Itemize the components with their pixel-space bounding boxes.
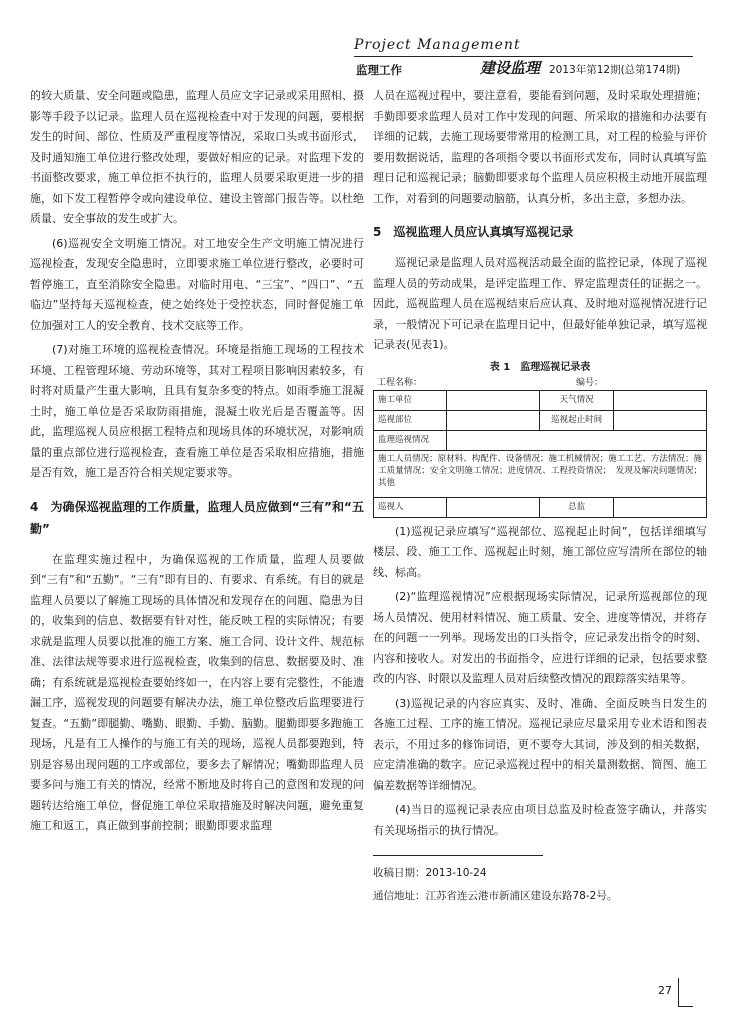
- table-cell: [613, 390, 706, 410]
- table-cell: [447, 410, 540, 430]
- footnote-divider: [373, 855, 543, 856]
- paragraph: 人员在巡视过程中，要注意看，要能看到问题，及时采取处理措施；手勤即要求监理人员对工作中发现的问题、所采取的措施和办法要有详细的记载，去施工现场要带常用的检测工具，对工程的检验与评价要用数据说话，监理的各项指令要以书面形式发布，同时认真填写监理日记和巡视记录；脑勤即要求每个监理人员应积极主动地开展监理工作，对看到的问题要动脑筋，认真分析，多出主意，多想办法。: [373, 89, 707, 205]
- mailing-address: 通信地址：江苏省连云港市新浦区建设东路78-2号。: [373, 890, 618, 902]
- right-column: [373, 86, 707, 910]
- table-cell: 巡视部位: [374, 410, 447, 430]
- section-heading-5: 5 巡视监理人员应认真填写巡视记录: [373, 225, 574, 239]
- table-row: [374, 497, 707, 517]
- left-column: [30, 86, 364, 841]
- paragraph: (3)巡视记录的内容应真实、及时、准确、全面反映当日发生的各施工过程、工序的施工情况。巡视记录应尽量采用专业术语和图表表示，不用过多的修饰词语，更不要夸大其词，涉及到的相关数据，应定清准确的数字。应记录巡视过程中的相关量测数据、简图、施工偏差数据等详细情况。: [373, 696, 707, 792]
- table-caption: 表 1 监理巡视记录表: [489, 361, 591, 373]
- table-cell: [613, 410, 706, 430]
- paragraph: 巡视记录是监理人员对巡视活动最全面的监控记录，体现了巡视监理人员的劳动成果，是评定监理工作、界定监理责任的证据之一。因此，巡视监理人员在巡视结束后应认真、及时地对巡视情况进行记录，一般情况下可记录在监理日记中，但最好能单独记录，填写巡视记录表(见表1)。: [373, 256, 707, 351]
- table-row: [374, 390, 707, 410]
- page-number: 27: [658, 984, 672, 997]
- table-row: [374, 410, 707, 430]
- header-issue-info: 2013年第12期(总第174期): [549, 64, 681, 76]
- number-label: 编号：: [575, 377, 603, 388]
- header-section-label: 监理工作: [356, 63, 402, 77]
- table-cell: 天气情况: [540, 390, 613, 410]
- section-heading-4: 4 为确保巡视监理的工作质量，监理人员应做到“三有”和“五勤”: [30, 499, 364, 536]
- paragraph: (7)对施工环境的巡视检查情况。环境是指施工现场的工程技术环境、工程管理环境、劳动环境等，其对工程项目影响因素较多，有时将对质量产生重大影响，且具有复杂多变的特点。如雨季施工混凝土时，施工单位是否采取防雨措施，混凝土收光后是否覆盖等。因此，监理巡视人员应根据工程特点和现场具体的环境状况，对影响质量的重点部位进行巡视检查，查看施工单位是否采取相应措施，措施是否有效，施工是否符合相关规定要求等。: [30, 343, 364, 479]
- table-cell: [613, 497, 706, 517]
- patrol-record-table-block: [373, 360, 707, 518]
- page-corner-mark: [678, 978, 693, 1007]
- header-project-title: Project Management: [354, 37, 521, 53]
- patrol-record-table: [373, 390, 707, 518]
- paragraph: (1)巡视记录应填写“巡视部位、巡视起止时间”，包括详细填写楼层、段、施工工作、巡视起止时刻，施工部位应写清所在部位的轴线、标高。: [373, 524, 707, 579]
- table-meta: [373, 376, 707, 390]
- paragraph: (2)“监理巡视情况”应根据现场实际情况，记录所巡视部位的现场人员情况、使用材料情况、施工质量、安全、进度等情况，并将存在的问题一一列举。现场发出的口头指令，应记录发出指令的时刻、内容和接收人。对发出的书面指令，应进行详细的记录，包括要求整改的内容、时限以及监理人员对后续整改情况的跟踪落实结果等。: [373, 590, 707, 685]
- table-cell: 总监: [540, 497, 613, 517]
- table-cell: 巡视起止时间: [540, 410, 613, 430]
- table-row: [374, 450, 707, 497]
- paragraph: (6)巡视安全文明施工情况。对工地安全生产文明施工情况进行巡视检查，发现安全隐患时，立即要求施工单位进行整改，必要时可暂停施工，直至消除安全隐患。对临时用电、“三宝”、“四口”、“五临边”坚持每天巡视检查，使之始终处于受控状态，同时督促施工单位加强对工人的安全教育、技术交底等工作。: [30, 236, 364, 332]
- table-cell: [447, 497, 540, 517]
- paragraph: 的较大质量、安全问题或隐患，监理人员应文字记录或采用照相、摄影等手段予以记录。监理人员在巡视检查中对于发现的问题，要根据发生的时间、部位、性质及严重程度等情况，采取口头或书面形式，及时通知施工单位进行整改处理，要做好相应的记录。对监理下发的书面整改要求，施工单位拒不执行的，监理人员要采取更进一步的措施，如下发工程暂停令或向建设单位、建设主管部门报告等。以杜绝质量、安全事故的发生或扩大。: [30, 89, 364, 225]
- paragraph: (4)当日的巡视记录表应由项目总监及时检查签字确认，并落实有关现场指示的执行情况。: [373, 803, 707, 837]
- table-cell: [447, 390, 540, 410]
- paragraph: 在监理实施过程中，为确保巡视的工作质量，监理人员要做到“三有”和“五勤”。“三有”即有目的、有要求、有系统。有目的就是监理人员要以了解施工现场的具体情况和发现存在的问题、隐患为目的，收集到的信息、数据要有针对性，能反映工程的实际情况；有要求就是监理人员要以批准的施工方案、施工合同、设计文件、规范标准、法律法规等要求进行巡视检查，收集到的信息、数据要及时、准确；有系统就是巡视检查要始终如一，在内容上要有完整性，不能遗漏工序，巡视发现的问题要有解决办法，施工单位整改后监理要进行复查。“五勤”即腿勤、嘴勤、眼勤、手勤、脑勤。腿勤即要多跑施工现场，凡是有工人操作的与施工有关的现场，巡视人员都要跑到，特别是容易出现问题的工序或部位，要多去了解情况；嘴勤即监理人员要多问与施工有关的情况，经常不断地及时将自己的意图和发现的问题转达给施工单位，督促施工单位采取措施及时解决问题，避免重复施工和返工，真正做到事前控制；眼勤即要求监理: [30, 552, 364, 832]
- table-cell: 施工单位: [374, 390, 447, 410]
- header-journal-logo: 建设监理: [480, 59, 541, 77]
- table-cell: [447, 430, 707, 450]
- table-cell: 巡视人: [374, 497, 447, 517]
- project-name-label: 工程名称：: [377, 377, 423, 388]
- table-row: [374, 430, 707, 450]
- table-cell: 监理巡视情况: [374, 430, 447, 450]
- received-date: 收稿日期：2013-10-24: [373, 867, 487, 879]
- table-cell: 施工人员情况；原材料、构配件、设备情况；施工机械情况；施工工艺、方法情况；施工质量情况；安全文明施工情况；进度情况、工程投资情况； 发现及解决问题情况；其他: [374, 450, 707, 497]
